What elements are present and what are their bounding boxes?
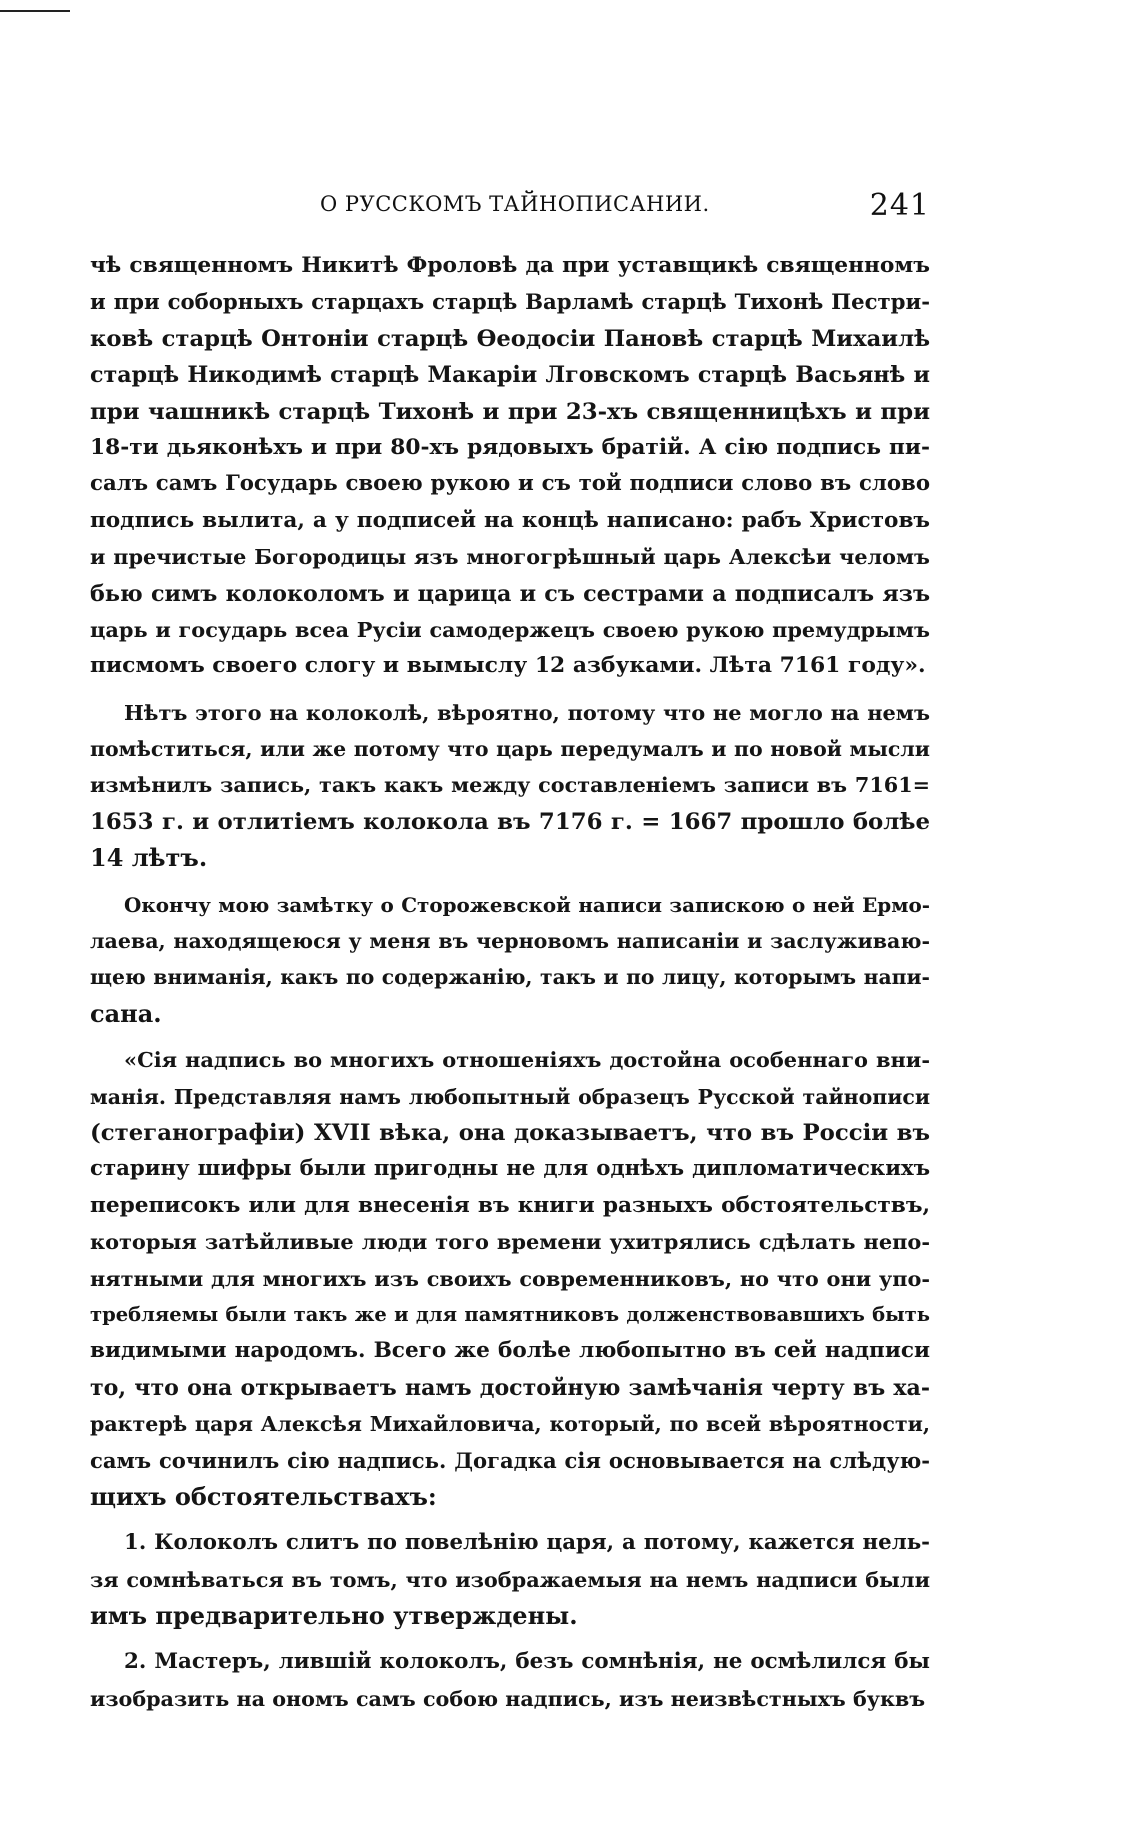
running-title: О РУССКОМЪ ТАЙНОПИСАНИИ. xyxy=(320,192,710,216)
page-header xyxy=(320,188,930,228)
text-line: лаева, находящеюся у меня въ черновомъ написаніи и заслуживаю- xyxy=(90,929,930,954)
paragraph xyxy=(90,248,930,685)
text-line: самъ сочинилъ сію надпись. Догадка сія основывается на слѣдую- xyxy=(90,1447,930,1473)
text-line: изобразить на ономъ самъ собою надпись, изъ неизвѣстныхъ буквъ xyxy=(90,1686,926,1711)
paragraph-gap xyxy=(90,1634,930,1644)
paragraph-gap xyxy=(90,685,930,695)
page-body xyxy=(90,248,930,1717)
paragraph xyxy=(90,1644,930,1717)
text-line: старцѣ Никодимѣ старцѣ Макаріи Лговскомъ старцѣ Васьянѣ и xyxy=(90,362,930,389)
text-line: переписокъ или для внесенія въ книги разныхъ обстоятельствъ, xyxy=(90,1192,930,1218)
text-line: видимыми народомъ. Всего же болѣе любопытно въ сей надписи xyxy=(90,1338,930,1364)
paragraph xyxy=(90,1042,930,1515)
text-line: царь и государь всеа Русіи самодержецъ своею рукою премудрымъ xyxy=(90,616,930,642)
text-line: 1. Колоколъ слитъ по повелѣнію царя, а потому, кажется нель- xyxy=(124,1530,930,1556)
text-line: то, что она открываетъ намъ достойную замѣчанія черту въ ха- xyxy=(90,1374,930,1401)
text-line: 18-ти дьяконѣхъ и при 80-хъ рядовыхъ братій. А сію подпись пи- xyxy=(90,434,930,460)
paragraph-gap xyxy=(90,1032,930,1042)
text-line: 1653 г. и отлитіемъ колокола въ 7176 г. = 1667 прошло болѣе xyxy=(90,808,930,835)
text-line: (стеганографіи) XVII вѣка, она доказываетъ, что въ Россіи въ xyxy=(90,1119,930,1146)
text-line: рактерѣ царя Алексѣя Михайловича, который, по всей вѣроятности, xyxy=(90,1412,930,1437)
text-line: имъ предварительно утверждены. xyxy=(90,1601,578,1631)
text-line: и пречистые Богородицы язъ многогрѣшный царь Алексѣи челомъ xyxy=(90,544,930,570)
paragraph-gap xyxy=(90,1515,930,1525)
text-line: 2. Мастеръ, лившій колоколъ, безъ сомнѣнія, не осмѣлился бы xyxy=(124,1649,930,1675)
text-line: требляемы были такъ же и для памятниковъ долженствовавшихъ быть xyxy=(90,1302,930,1326)
paragraph xyxy=(90,887,930,1033)
paragraph-gap xyxy=(90,877,930,887)
text-line: манія. Представляя намъ любопытный образецъ Русской тайнописи xyxy=(90,1084,930,1109)
text-line: «Сія надпись во многихъ отношеніяхъ достойна особеннаго вни- xyxy=(124,1047,930,1073)
paragraph xyxy=(90,695,930,877)
text-line: чѣ священномъ Никитѣ Фроловѣ да при уставщикѣ священномъ xyxy=(90,253,930,278)
text-line: Окончу мою замѣтку о Сторожевской написи запискою о ней Ермо- xyxy=(124,892,930,917)
text-line: 14 лѣтъ. xyxy=(90,843,208,873)
text-line: при чашникѣ старцѣ Тихонѣ и при 23-хъ священницѣхъ и при xyxy=(90,398,930,425)
text-line: щихъ обстоятельствахъ: xyxy=(90,1481,437,1511)
text-line: салъ самъ Государь своею рукою и съ той подписи слово въ слово xyxy=(90,471,930,497)
text-line: щею вниманія, какъ по содержанію, такъ и по лицу, которымъ напи- xyxy=(90,965,930,990)
text-line: которыя затѣйливые люди того времени ухитрялись сдѣлать непо- xyxy=(90,1229,930,1255)
text-line: сана. xyxy=(90,998,162,1028)
text-line: нятными для многихъ изъ своихъ современниковъ, но что они упо- xyxy=(90,1265,930,1291)
text-line: измѣнилъ запись, такъ какъ между составленіемъ записи въ 7161= xyxy=(90,773,930,798)
text-line: Нѣтъ этого на колоколѣ, вѣроятно, потому что не могло на немъ xyxy=(124,699,930,725)
text-line: подпись вылита, а у подписей на концѣ написано: рабъ Христовъ xyxy=(90,507,930,533)
text-line: помѣститься, или же потому что царь передумалъ и по новой мысли xyxy=(90,737,930,762)
page-number: 241 xyxy=(869,188,930,223)
text-line: ковѣ старцѣ Онтоніи старцѣ Ѳеодосіи Пановѣ старцѣ Михаилѣ xyxy=(90,325,930,352)
paragraph xyxy=(90,1525,930,1634)
text-line: старину шифры были пригодны не для однѣхъ дипломатическихъ xyxy=(90,1156,930,1182)
top-rule xyxy=(0,10,70,12)
text-line: и при соборныхъ старцахъ старцѣ Варламѣ старцѣ Тихонѣ Пестри- xyxy=(90,289,930,315)
text-line: писмомъ своего слогу и вымыслу 12 азбуками. Лѣта 7161 году». xyxy=(90,653,926,679)
text-line: бью симъ колоколомъ и царица и съ сестрами а подписалъ язъ xyxy=(90,580,930,607)
text-line: зя сомнѣваться въ томъ, что изображаемыя на немъ надписи были xyxy=(90,1566,930,1592)
